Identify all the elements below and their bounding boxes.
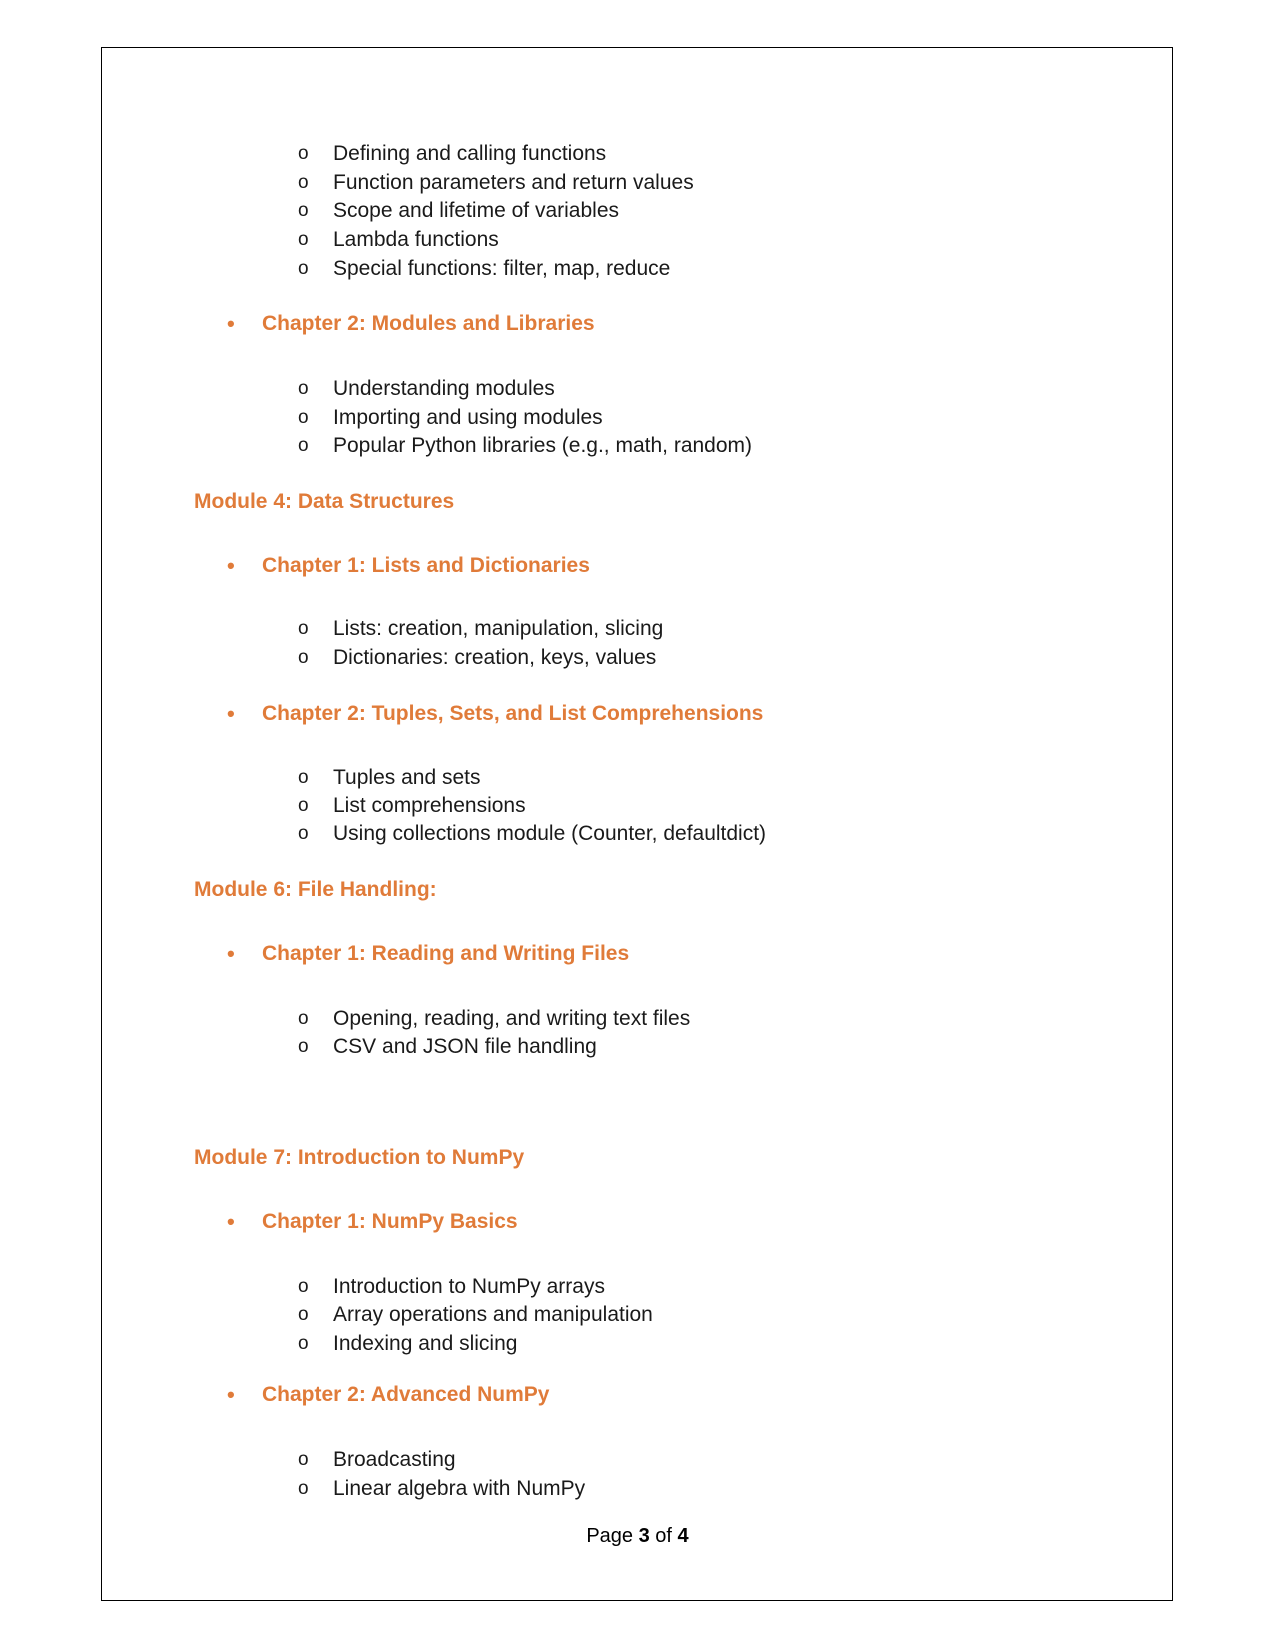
sub-bullet-icon: o xyxy=(298,407,309,428)
list-item: o Special functions: filter, map, reduce xyxy=(298,257,671,280)
sub-bullet-icon: o xyxy=(298,1449,309,1470)
chapter-heading: • Chapter 1: Reading and Writing Files xyxy=(227,941,630,966)
list-item: o Using collections module (Counter, defaultdict) xyxy=(298,822,767,845)
sub-bullet-icon: o xyxy=(298,767,309,788)
list-item: o Lambda functions xyxy=(298,228,499,251)
list-item: o Introduction to NumPy arrays xyxy=(298,1275,605,1298)
sub-bullet-icon: o xyxy=(298,823,309,844)
list-item: o Dictionaries: creation, keys, values xyxy=(298,646,657,669)
list-item: o CSV and JSON file handling xyxy=(298,1035,597,1058)
sub-bullet-icon: o xyxy=(298,795,309,816)
sub-bullet-icon: o xyxy=(298,435,309,456)
sub-bullet-icon: o xyxy=(298,378,309,399)
module-heading: Module 4: Data Structures xyxy=(194,490,455,513)
chapter-bullet-icon: • xyxy=(227,311,235,336)
sub-bullet-icon: o xyxy=(298,258,309,279)
chapter-heading: • Chapter 1: NumPy Basics xyxy=(227,1209,518,1234)
sub-bullet-icon: o xyxy=(298,618,309,639)
sub-bullet-icon: o xyxy=(298,647,309,668)
sub-bullet-icon: o xyxy=(298,200,309,221)
sub-bullet-icon: o xyxy=(298,143,309,164)
list-item: o Lists: creation, manipulation, slicing xyxy=(298,617,664,640)
list-item: o Broadcasting xyxy=(298,1448,456,1471)
chapter-bullet-icon: • xyxy=(227,701,235,726)
sub-bullet-icon: o xyxy=(298,1276,309,1297)
chapter-bullet-icon: • xyxy=(227,941,235,966)
list-item: o List comprehensions xyxy=(298,794,526,817)
chapter-heading: • Chapter 2: Modules and Libraries xyxy=(227,311,595,336)
list-item: o Understanding modules xyxy=(298,377,555,400)
chapter-heading: • Chapter 1: Lists and Dictionaries xyxy=(227,553,590,578)
module-heading: Module 6: File Handling: xyxy=(194,878,437,901)
sub-bullet-icon: o xyxy=(298,1333,309,1354)
list-item: o Defining and calling functions xyxy=(298,142,607,165)
sub-bullet-icon: o xyxy=(298,1478,309,1499)
sub-bullet-icon: o xyxy=(298,229,309,250)
sub-bullet-icon: o xyxy=(298,172,309,193)
chapter-bullet-icon: • xyxy=(227,1382,235,1407)
sub-bullet-icon: o xyxy=(298,1008,309,1029)
chapter-bullet-icon: • xyxy=(227,553,235,578)
sub-bullet-icon: o xyxy=(298,1036,309,1057)
list-item: o Array operations and manipulation xyxy=(298,1303,653,1326)
list-item: o Function parameters and return values xyxy=(298,171,694,194)
chapter-heading: • Chapter 2: Advanced NumPy xyxy=(227,1382,550,1407)
module-heading: Module 7: Introduction to NumPy xyxy=(194,1146,525,1169)
sub-bullet-icon: o xyxy=(298,1304,309,1325)
list-item: o Linear algebra with NumPy xyxy=(298,1477,586,1500)
list-item: o Opening, reading, and writing text files xyxy=(298,1007,691,1030)
list-item: o Scope and lifetime of variables xyxy=(298,199,619,222)
chapter-heading: • Chapter 2: Tuples, Sets, and List Comprehensions xyxy=(227,701,764,726)
list-item: o Popular Python libraries (e.g., math, random) xyxy=(298,434,753,457)
list-item: o Indexing and slicing xyxy=(298,1332,518,1355)
list-item: o Importing and using modules xyxy=(298,406,603,429)
list-item: o Tuples and sets xyxy=(298,766,481,789)
chapter-bullet-icon: • xyxy=(227,1209,235,1234)
page-number: Page 3 of 4 xyxy=(586,1525,689,1547)
